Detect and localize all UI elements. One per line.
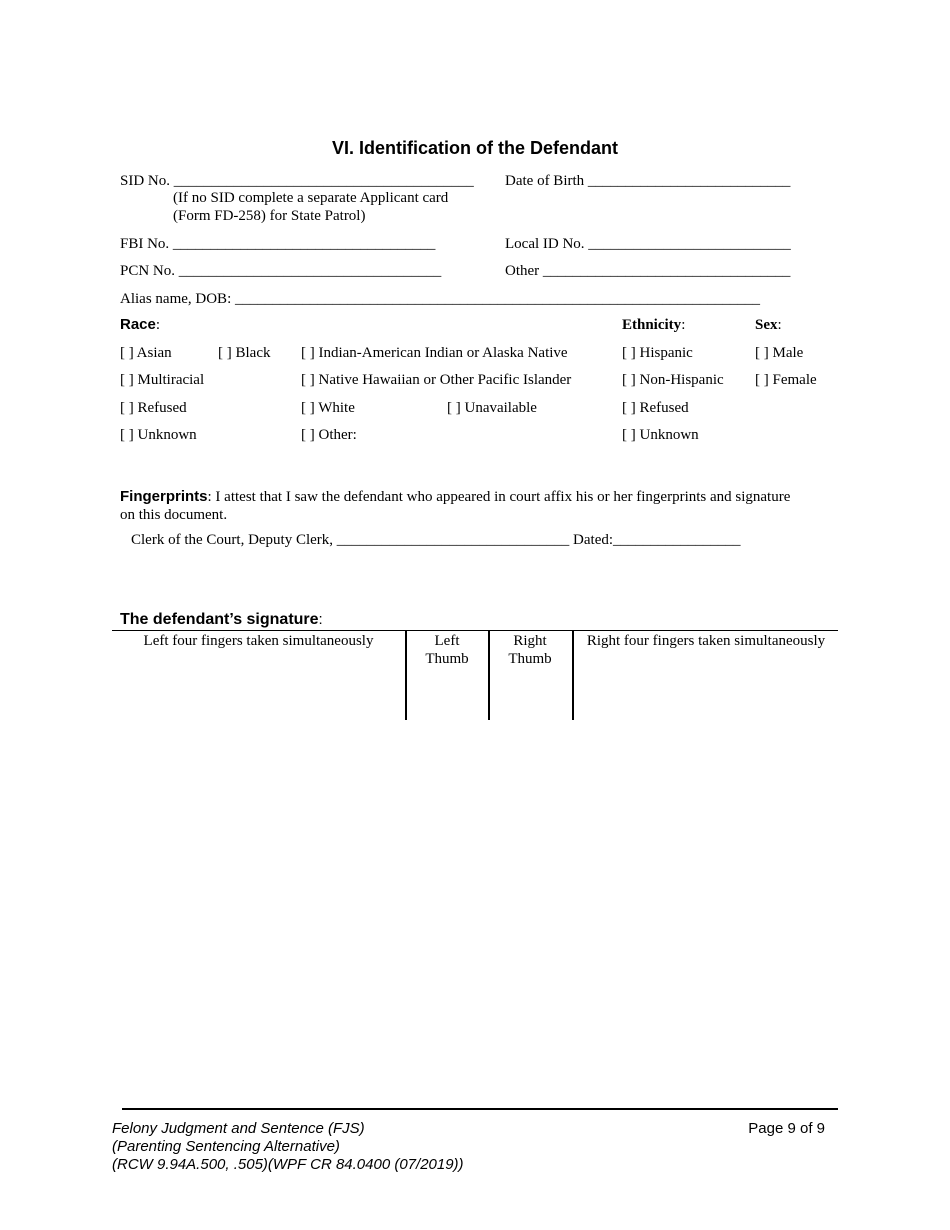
race-heading xyxy=(120,316,160,334)
fingerprints-heading: Fingerprints xyxy=(120,488,208,505)
sex-male-checkbox[interactable]: [ ] Male xyxy=(755,345,804,361)
sex-heading xyxy=(755,316,782,334)
sex-heading-label: Sex xyxy=(755,317,778,333)
race-indian-checkbox[interactable]: [ ] Indian-American Indian or Alaska Native xyxy=(301,345,568,361)
race-heading-label: Race xyxy=(120,316,156,333)
fingerprints-statement-continued: on this document. xyxy=(120,507,228,523)
local-id-field[interactable]: Local ID No. ___________________________ xyxy=(505,236,791,252)
pcn-field[interactable]: PCN No. ___________________________________ xyxy=(120,263,442,279)
footer-form-subtitle: (Parenting Sentencing Alternative) xyxy=(112,1138,340,1155)
left-four-fingers-box[interactable]: Left four fingers taken simultaneously xyxy=(143,633,374,649)
race-heading-colon: : xyxy=(155,317,161,333)
signature-heading-colon: : xyxy=(318,611,323,628)
right-four-fingers-box[interactable]: Right four fingers taken simultaneously xyxy=(586,633,826,649)
left-thumb-box[interactable]: Left Thumb xyxy=(425,633,469,667)
ethnicity-unknown-checkbox[interactable]: [ ] Unknown xyxy=(622,427,699,443)
footer-form-citation: (RCW 9.94A.500, .505)(WPF CR 84.0400 (07/2019)) xyxy=(112,1156,464,1173)
signature-heading-label: The defendant’s signature xyxy=(120,611,319,628)
alias-field[interactable]: Alias name, DOB: ______________________________________________________________________ xyxy=(120,291,760,307)
sex-female-checkbox[interactable]: [ ] Female xyxy=(755,372,817,388)
race-unknown-checkbox[interactable]: [ ] Unknown xyxy=(120,427,197,443)
fbi-field[interactable]: FBI No. ___________________________________ xyxy=(120,236,436,252)
section-title: VI. Identification of the Defendant xyxy=(331,138,618,158)
fingerprint-table-divider-1 xyxy=(405,630,407,720)
ethnicity-heading-label: Ethnicity xyxy=(622,317,682,333)
race-refused-checkbox[interactable]: [ ] Refused xyxy=(120,400,187,416)
ethnicity-heading-colon: : xyxy=(681,317,686,333)
right-thumb-box[interactable]: Right Thumb xyxy=(508,633,552,667)
ethnicity-refused-checkbox[interactable]: [ ] Refused xyxy=(622,400,689,416)
race-asian-checkbox[interactable]: [ ] Asian xyxy=(120,345,172,361)
fingerprints-statement-text: : I attest that I saw the defendant who appeared in court affix his or her fingerprints and signature xyxy=(207,489,791,505)
ethnicity-non-hispanic-checkbox[interactable]: [ ] Non-Hispanic xyxy=(622,372,724,388)
race-other-checkbox[interactable]: [ ] Other: xyxy=(301,427,357,443)
race-white-checkbox[interactable]: [ ] White xyxy=(301,400,355,416)
ethnicity-heading xyxy=(622,316,685,334)
race-black-checkbox[interactable]: [ ] Black xyxy=(218,345,271,361)
fingerprints-statement xyxy=(120,488,790,506)
sid-note-line-2: (Form FD-258) for State Patrol) xyxy=(173,208,366,224)
sid-field[interactable]: SID No. ________________________________________ xyxy=(120,173,474,189)
sid-note-line-1: (If no SID complete a separate Applicant card xyxy=(173,190,449,206)
ethnicity-hispanic-checkbox[interactable]: [ ] Hispanic xyxy=(622,345,693,361)
footer-form-title: Felony Judgment and Sentence (FJS) xyxy=(112,1120,365,1137)
page-number: Page 9 of 9 xyxy=(748,1120,825,1137)
other-id-field[interactable]: Other _________________________________ xyxy=(505,263,791,279)
dob-field[interactable]: Date of Birth ___________________________ xyxy=(505,173,791,189)
fingerprint-table-divider-2 xyxy=(488,630,490,720)
race-unavailable-checkbox[interactable]: [ ] Unavailable xyxy=(447,400,537,416)
signature-heading xyxy=(120,610,323,630)
race-hawaiian-checkbox[interactable]: [ ] Native Hawaiian or Other Pacific Islander xyxy=(301,372,572,388)
sex-heading-colon: : xyxy=(777,317,782,333)
fingerprint-table-top-rule xyxy=(112,630,838,631)
race-multiracial-checkbox[interactable]: [ ] Multiracial xyxy=(120,372,205,388)
footer-rule xyxy=(122,1108,838,1110)
clerk-signature-line[interactable]: Clerk of the Court, Deputy Clerk, _______________________________ Dated:_________________ xyxy=(131,532,741,548)
